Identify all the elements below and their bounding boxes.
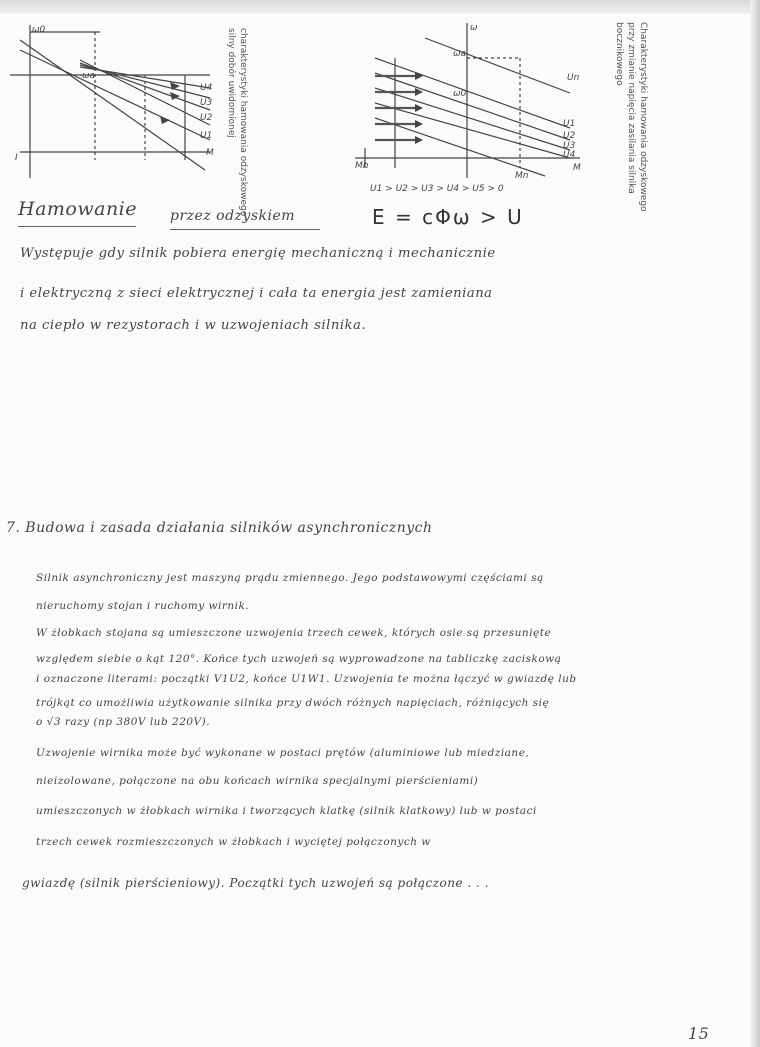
async-line-9: nieizolowane, połączone na obu końcach wirnika specjalnymi pierścieniami): [36, 775, 479, 787]
async-line-6: trójkąt co umożliwia użytkowanie silnika przy dwóch różnych napięciach, różniących się: [36, 697, 550, 709]
left-label-u2: U2: [200, 113, 213, 123]
right-relation: U1 > U2 > U3 > U4 > U5 > 0: [370, 184, 504, 194]
left-vertical-caption-2: silny dobór uwidomionej: [226, 28, 236, 138]
scan-right-edge: [750, 0, 760, 1047]
right-label-u1: U1: [563, 119, 576, 129]
braking-line-2: i elektryczną z sieci elektrycznej i cała ta energia jest zamieniana: [20, 286, 493, 301]
left-label-u3: U3: [200, 98, 213, 108]
braking-line-3: na ciepło w rezystorach i w uzwojeniach silnika.: [20, 318, 367, 333]
braking-heading-part1: Hamowanie: [18, 198, 138, 220]
async-line-1: Silnik asynchroniczny jest maszyną prądu zmiennego. Jego podstawowymi częściami są: [36, 572, 544, 584]
async-heading: 7. Budowa i zasada działania silników asynchronicznych: [6, 520, 433, 536]
async-line-7: o √3 razy (np 380V lub 220V).: [36, 716, 211, 728]
braking-heading-underline-2: [170, 229, 320, 230]
async-line-2: nieruchomy stojan i ruchomy wirnik.: [36, 600, 250, 612]
right-label-mh: Mh: [355, 161, 369, 171]
right-characteristic-diagram: [345, 18, 590, 198]
left-natural-line: [20, 40, 205, 170]
async-line-3: W żłobkach stojana są umieszczone uzwojenia trzech cewek, których osie są przesunięte: [36, 627, 552, 639]
async-line-10: umieszczonych w żłobkach wirnika i tworzących klatkę (silnik klatkowy) lub w postaci: [36, 805, 537, 817]
left-label-i: I: [15, 153, 18, 163]
right-label-omega-a: ωa: [453, 49, 467, 59]
scan-top-edge: [0, 0, 760, 14]
left-label-u4: U4: [200, 83, 213, 93]
left-vertical-caption: charakterystyki hamowania odzyskowego: [238, 28, 248, 217]
page-number: 15: [688, 1024, 710, 1043]
async-line-5: i oznaczone literami: początki V1U2, końce U1W1. Uzwojenia te można łączyć w gwiazdę lub: [36, 673, 577, 685]
braking-formula: E = cΦω > U: [372, 205, 524, 229]
async-line-11: trzech cewek rozmieszczonych w żłobkach i wyciętej połączonych w: [36, 836, 431, 848]
right-label-m: M: [573, 163, 581, 173]
left-label-m: M: [206, 148, 214, 158]
right-label-mn: Mn: [515, 171, 529, 181]
left-characteristic-diagram: [10, 20, 225, 185]
right-vertical-caption: Charakterystyki hamowania odzyskowego: [638, 22, 648, 212]
right-label-un: Un: [567, 73, 580, 83]
right-label-omega0: ω0: [453, 89, 467, 99]
left-label-omega0: ω0: [32, 25, 46, 35]
async-line-12: gwiazdę (silnik pierścieniowy). Początki tych uzwojeń są połączone . . .: [22, 876, 489, 890]
right-label-omega: ω: [470, 23, 478, 33]
async-line-4: względem siebie o kąt 120°. Końce tych uzwojeń są wyprowadzone na tabliczkę zaciskową: [36, 653, 562, 665]
left-label-u1: U1: [200, 131, 213, 141]
right-vertical-caption-3: bocznikowego: [614, 22, 624, 86]
async-line-8: Uzwojenie wirnika może być wykonane w postaci prętów (aluminiowe lub miedziane,: [36, 747, 530, 759]
right-label-u2: U2: [563, 131, 576, 141]
braking-heading-part2: przez odzyskiem: [170, 208, 296, 224]
right-label-u3: U3: [563, 141, 576, 151]
braking-line-1: Występuje gdy silnik pobiera energię mechaniczną i mechanicznie: [20, 246, 496, 261]
braking-heading-underline-1: [18, 226, 136, 227]
right-label-u4: U4: [563, 150, 576, 160]
right-vertical-caption-2: przy zmianie napięcia zasilania silnika: [626, 22, 636, 194]
left-label-omega-a: ωa: [82, 71, 96, 81]
